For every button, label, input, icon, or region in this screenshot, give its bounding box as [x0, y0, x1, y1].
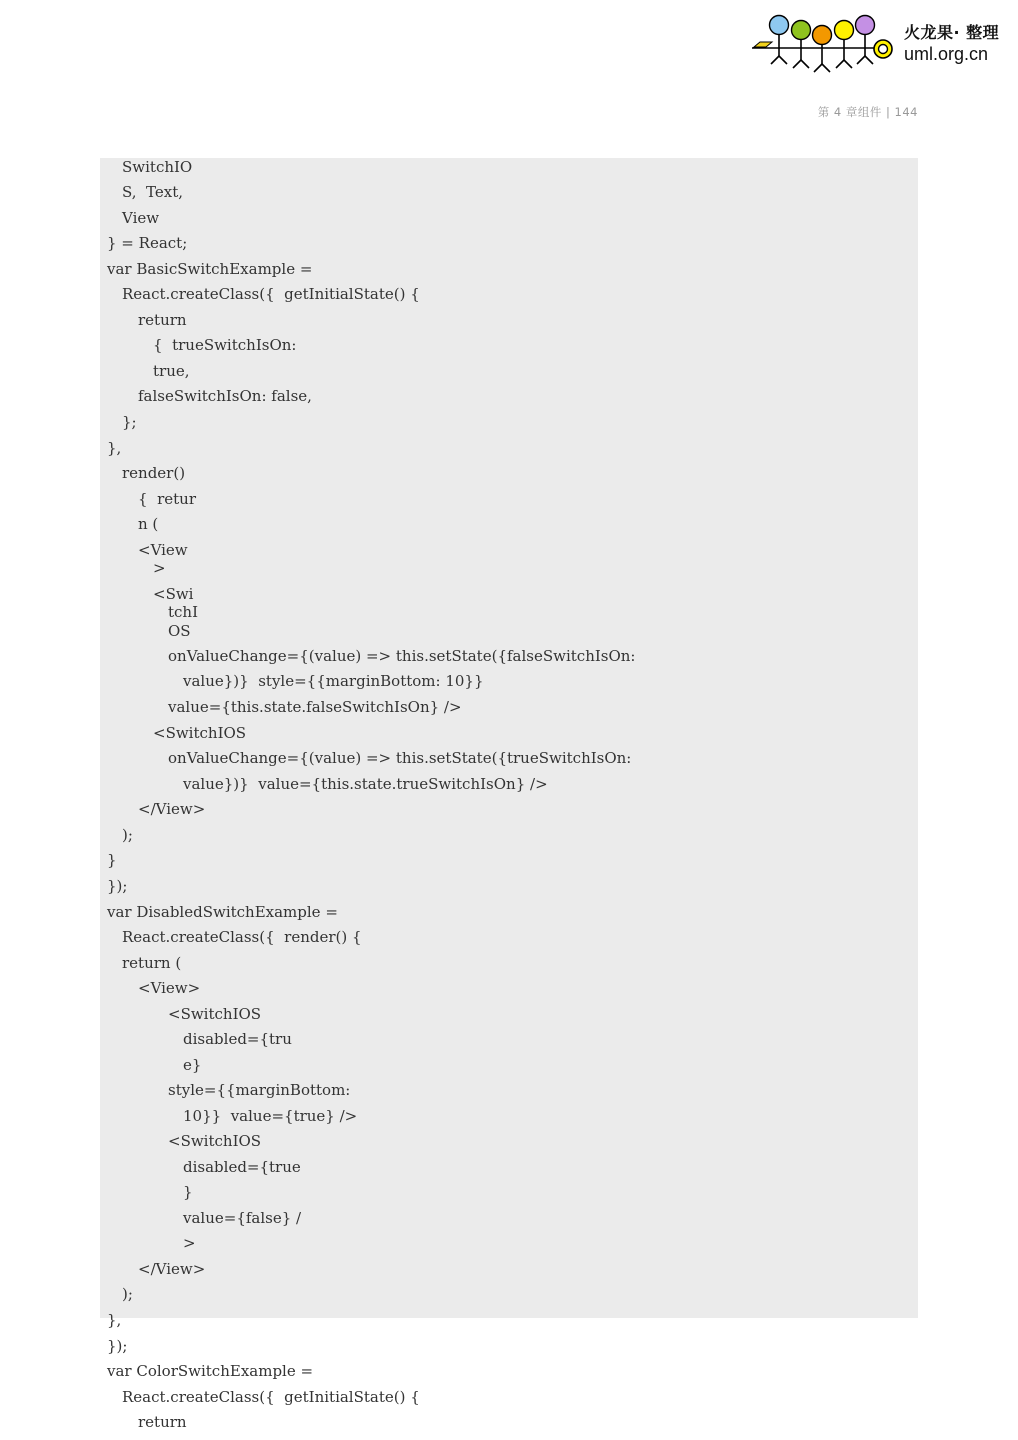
code-line: value={false} / — [183, 1209, 302, 1227]
code-line: return ( — [122, 954, 182, 972]
code-line: }); — [107, 877, 128, 895]
code-line: falseSwitchIsOn: false, — [138, 387, 312, 405]
code-line: } — [107, 851, 117, 869]
code-line: 10}} value={true} /> — [183, 1107, 358, 1125]
code-line: var BasicSwitchExample = — [107, 260, 313, 278]
code-line: onValueChange={(value) => this.setState({trueSwitchIsOn: — [168, 749, 632, 767]
code-line: var DisabledSwitchExample = — [107, 903, 338, 921]
code-line: S, Text, — [122, 183, 184, 201]
code-line: }, — [107, 1311, 122, 1329]
code-line: true, — [153, 362, 190, 380]
code-line: <SwitchIOS — [153, 724, 247, 742]
code-line: style={{marginBottom: — [168, 1081, 351, 1099]
code-line: } — [183, 1183, 193, 1201]
code-line: <SwitchIOS — [168, 1132, 262, 1150]
code-line: } = React; — [107, 234, 188, 252]
code-line: render() — [122, 464, 186, 482]
chapter-page-label: 第 4 章组件 | 144 — [817, 105, 918, 119]
code-line: React.createClass({ render() { — [122, 928, 362, 946]
code-line: return — [138, 311, 187, 329]
code-line: disabled={tru — [183, 1030, 292, 1048]
code-line: View — [122, 209, 160, 227]
code-line: disabled={true — [183, 1158, 301, 1176]
code-line: OS — [168, 622, 191, 640]
code-line: var ColorSwitchExample = — [107, 1362, 314, 1380]
code-line: value})} style={{marginBottom: 10}} — [183, 672, 484, 690]
code-line: { trueSwitchIsOn: — [153, 336, 297, 354]
code-line: { retur — [138, 490, 196, 508]
code-line: }; — [122, 413, 137, 431]
code-line: </View> — [138, 1260, 206, 1278]
code-line: </View> — [138, 800, 206, 818]
code-line: <View> — [138, 979, 201, 997]
code-line: }); — [107, 1337, 128, 1355]
code-line: return — [138, 1413, 187, 1431]
code-line: }, — [107, 439, 122, 457]
code-line: ); — [122, 826, 133, 844]
code-line: onValueChange={(value) => this.setState({falseSwitchIsOn: — [168, 647, 636, 665]
code-line: <Swi — [153, 585, 194, 603]
code-line: n ( — [138, 515, 159, 533]
code-line: ); — [122, 1285, 133, 1303]
code-line: <SwitchIOS — [168, 1005, 262, 1023]
code-line: value={this.state.falseSwitchIsOn} /> — [168, 698, 462, 716]
code-line: React.createClass({ getInitialState() { — [122, 1388, 420, 1406]
brand-name: 火龙果· 整理 — [904, 23, 1000, 42]
code-line: > — [153, 559, 166, 577]
code-line: <View — [138, 541, 188, 559]
code-line: tchI — [168, 603, 199, 621]
code-line: e} — [183, 1056, 202, 1074]
code-line: React.createClass({ getInitialState() { — [122, 285, 420, 303]
code-line: SwitchIO — [122, 158, 193, 176]
code-line: > — [183, 1234, 196, 1252]
code-line: value})} value={this.state.trueSwitchIsOn} /> — [183, 775, 548, 793]
brand-url: uml.org.cn — [904, 44, 989, 64]
